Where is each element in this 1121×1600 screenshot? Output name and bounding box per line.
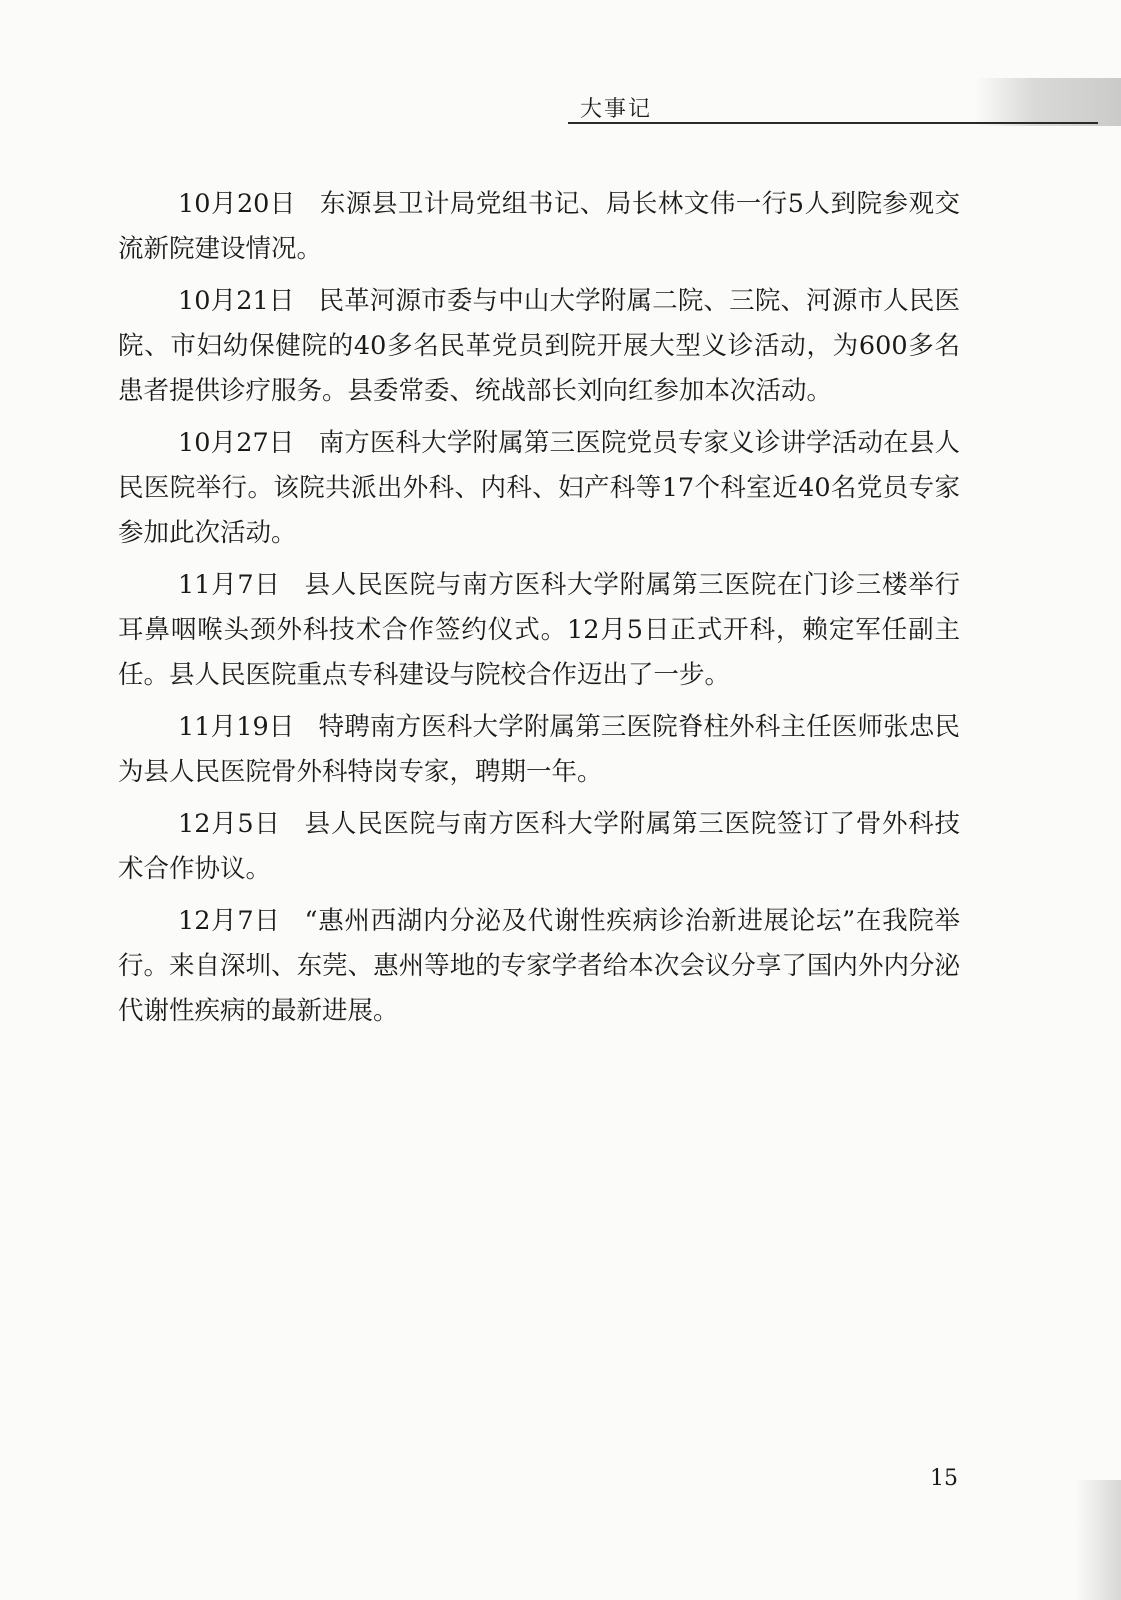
entry-text: 东源县卫计局党组书记、局长林文伟一行5人到院参观交流新院建设情况。 [118,189,960,264]
page-number: 15 [930,1466,958,1491]
entry-text: 南方医科大学附属第三医院党员专家义诊讲学活动在县人民医院举行。该院共派出外科、内科、妇产科等17个科室近40名党员专家参加此次活动。 [118,428,960,548]
scan-shading-top [975,78,1121,126]
chronicle-entry [118,899,960,1034]
running-header-title: 大事记 [580,97,653,122]
entry-date: 12月7日 [178,906,281,936]
entry-date: 10月21日 [178,286,295,316]
chronicle-entry [118,421,960,556]
entry-text: 特聘南方医科大学附属第三医院脊柱外科主任医师张忠民为县人民医院骨外科特岗专家，聘期一年。 [118,712,960,787]
entry-date: 10月27日 [178,428,295,458]
chronicle-entry [118,802,960,892]
chronicle-entry [118,705,960,795]
chronicle-body [118,182,960,1041]
entry-date: 11月7日 [178,570,281,600]
chronicle-entry [118,182,960,272]
chronicle-entry [118,279,960,414]
entry-text: 县人民医院与南方医科大学附属第三医院签订了骨外科技术合作协议。 [118,809,960,884]
entry-text: 民革河源市委与中山大学附属二院、三院、河源市人民医院、市妇幼保健院的40多名民革党员到院开展大型义诊活动，为600多名患者提供诊疗服务。县委常委、统战部长刘向红参加本次活动。 [118,286,960,406]
entry-date: 11月19日 [178,712,295,742]
header-rule [568,122,1098,124]
entry-date: 12月5日 [178,809,281,839]
scan-shading-bottom [1075,1480,1121,1600]
entry-date: 10月20日 [178,189,296,219]
chronicle-entry [118,563,960,698]
entry-text: “惠州西湖内分泌及代谢性疾病诊治新进展论坛”在我院举行。来自深圳、东莞、惠州等地的专家学者给本次会议分享了国内外内分泌代谢性疾病的最新进展。 [118,906,960,1026]
entry-text: 县人民医院与南方医科大学附属第三医院在门诊三楼举行耳鼻咽喉头颈外科技术合作签约仪式。12月5日正式开科，赖定军任副主任。县人民医院重点专科建设与院校合作迈出了一步。 [118,570,960,690]
